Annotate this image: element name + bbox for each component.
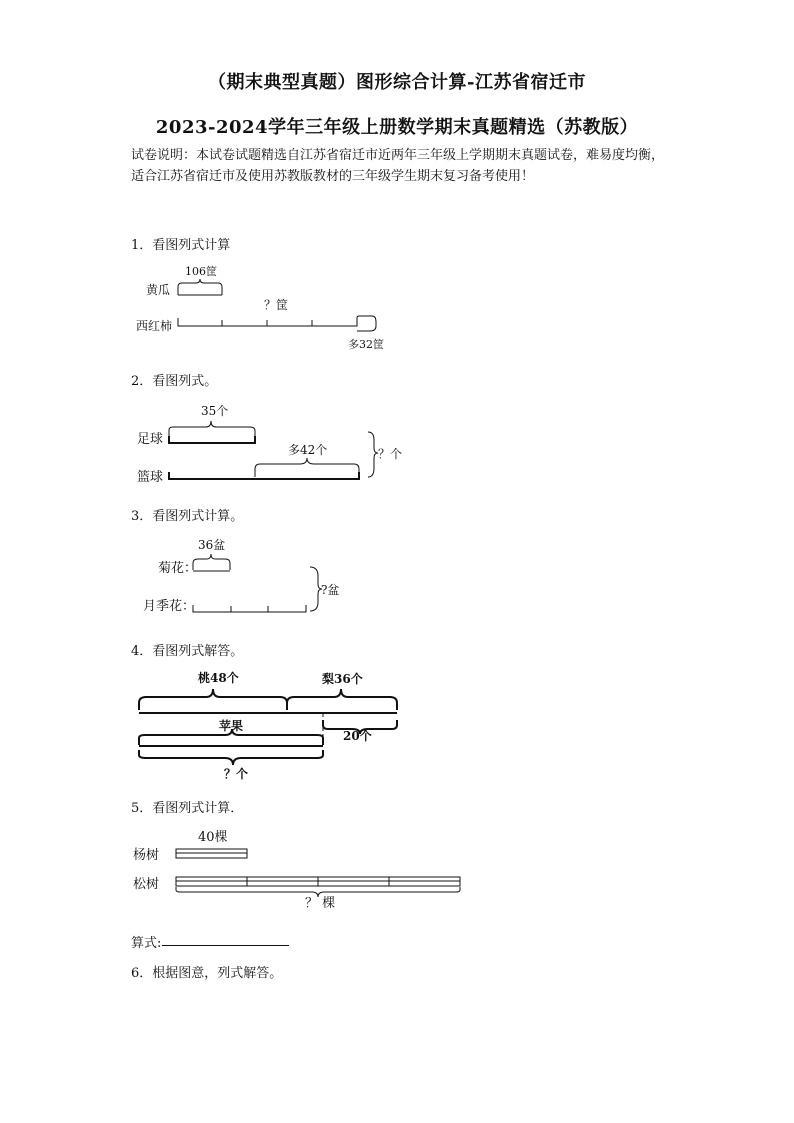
- q1-extra-value: 多32筐: [348, 338, 384, 351]
- q4-apple-brace: [139, 729, 323, 745]
- q1-row1-label: 黄瓜: [146, 283, 171, 297]
- q2-top-value: 35个: [201, 404, 229, 418]
- question-4-label: 4．看图列式解答。: [131, 644, 244, 659]
- question-3-label: 3．看图列式计算。: [131, 509, 244, 524]
- q3-row2-label: 月季花：: [143, 599, 196, 614]
- q2-middle-value: 多42个: [288, 443, 328, 457]
- q4-unknown-label: ？个: [224, 767, 249, 781]
- q4-diagram: [139, 670, 397, 781]
- q2-row1-bar: [169, 436, 255, 443]
- q2-diagram: [137, 404, 402, 485]
- q4-pear-label: 梨36个: [322, 672, 363, 686]
- q1-middle-value: ？筐: [264, 298, 289, 312]
- q5-diagram: [133, 829, 460, 911]
- q1-extra-segment: [357, 316, 376, 331]
- q2-total-brace: [368, 432, 378, 477]
- q4-unknown-brace: [139, 750, 323, 765]
- q4-diff-label: 20个: [343, 729, 372, 743]
- question-6-label: 6．根据图意，列式解答。: [131, 966, 283, 981]
- q4-pear-brace: [287, 689, 397, 710]
- description: 试卷说明：本试卷试题精选自江苏省宿迁市近两年三年级上学期期末真题试卷，难易度均衡，适合江苏省宿迁市及使用苏教版教材的三年级学生期末复习备考使用！: [131, 148, 665, 184]
- q3-total-value: ?盆: [321, 583, 340, 597]
- title-line-1: （期末典型真题）图形综合计算-江苏省宿迁市: [208, 72, 586, 93]
- q1-top-brace: [178, 279, 222, 295]
- q3-top-brace: [193, 554, 230, 570]
- q2-top-brace: [169, 421, 255, 437]
- question-2-label: 2．看图列式。: [131, 374, 218, 389]
- q5-unknown-label: ？ 棵: [305, 896, 336, 911]
- q1-top-value: 106筐: [185, 265, 217, 278]
- question-5-label: 5．看图列式计算．: [131, 801, 244, 816]
- q3-row2-bar: [193, 605, 306, 612]
- q4-apple-label: 苹果: [219, 719, 244, 733]
- q1-row2-label: 西红柿: [136, 319, 173, 333]
- q3-top-value: 36盆: [198, 538, 226, 552]
- q5-row1-label: 杨树: [133, 848, 160, 863]
- q2-row1-label: 足球: [137, 432, 164, 447]
- q3-diagram: [143, 538, 339, 614]
- q2-row2-label: 篮球: [137, 470, 164, 485]
- title-line-2: 2023-2024学年三年级上册数学期末真题精选（苏教版）: [155, 117, 639, 138]
- q4-peach-label: 桃48个: [198, 671, 239, 685]
- q5-top-value: 40棵: [198, 830, 228, 845]
- q1-diagram: [136, 265, 384, 351]
- q2-middle-brace: [255, 458, 359, 477]
- q2-total-value: ？个: [378, 447, 403, 461]
- q2-row2-bar: [169, 472, 359, 479]
- question-1-label: 1．看图列式计算: [131, 238, 231, 253]
- q3-row1-label: 菊花：: [158, 561, 198, 576]
- q4-peach-brace: [139, 689, 287, 710]
- q5-row2-label: 松树: [133, 877, 160, 892]
- question-5-answer-label: 算式:: [131, 936, 162, 951]
